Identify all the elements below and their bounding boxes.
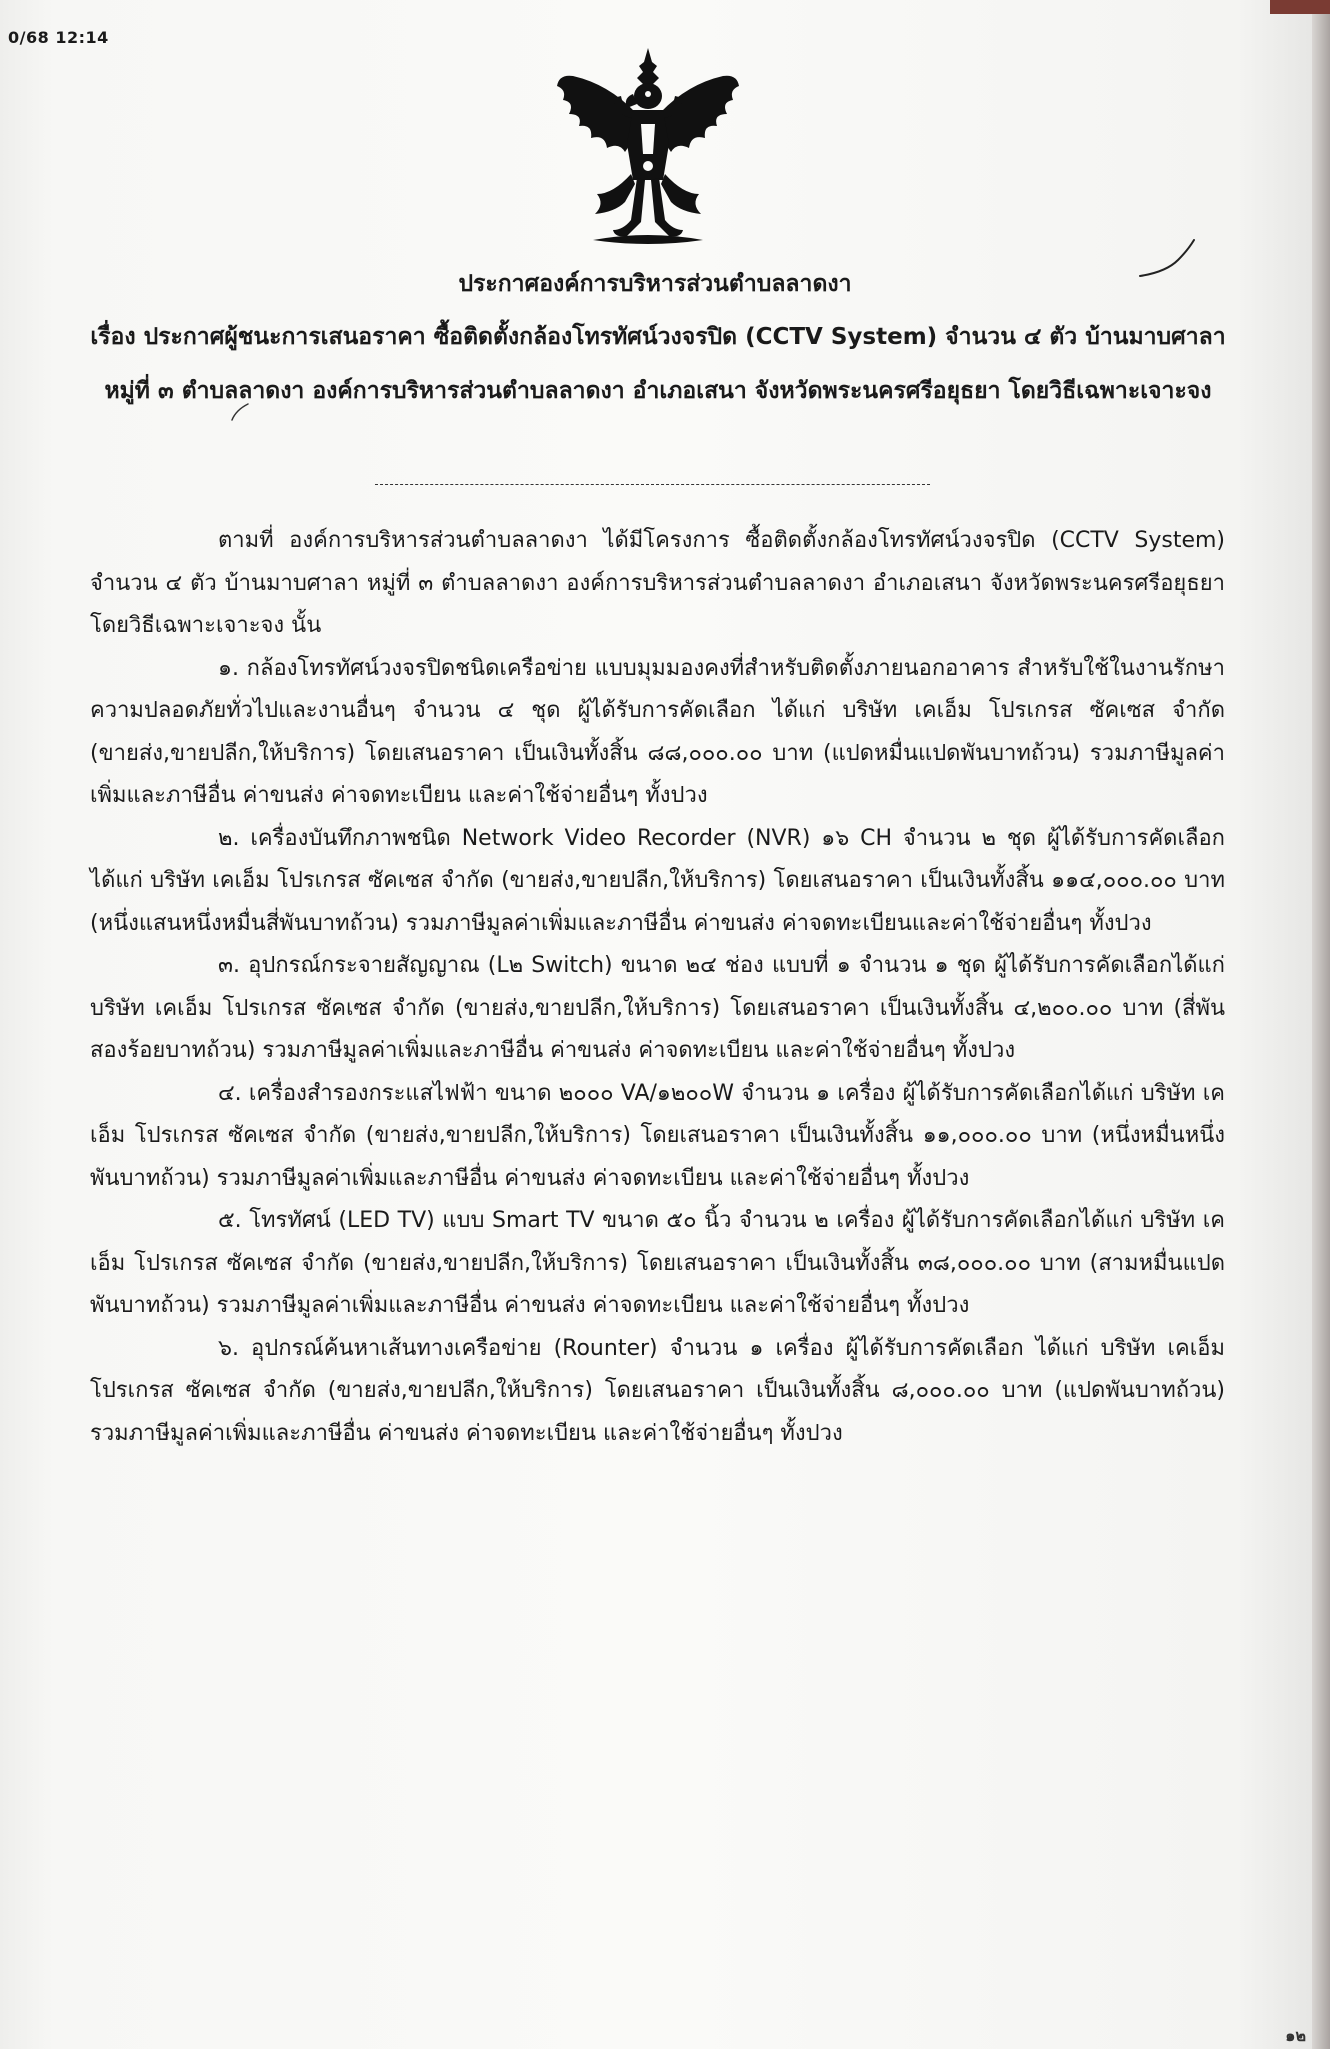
page-edge-shadow (1312, 0, 1330, 2049)
award-item-6: ๖. อุปกรณ์ค้นหาเส้นทางเครือข่าย (Rounter) จำนวน ๑ เครื่อง ผู้ได้รับการคัดเลือก ได้แก่ บริษัท เคเอ็มโปรเกรส ซัคเซส จำกัด (ขายส่ง,ขายปลีก,ให้บริการ) โดยเสนอราคา เป็นเงินทั้งสิ้น ๘,๐๐๐.๐๐ บาท (แปดพันบาทถ้วน) รวมภาษีมูลค่าเพิ่มและภาษีอื่น ค่าขนส่ง ค่าจดทะเบียน และค่าใช้จ่ายอื่นๆ ทั้งปวง (90, 1335, 1225, 1446)
page-edge-tint (1270, 0, 1330, 14)
intro-paragraph: ตามที่ องค์การบริหารส่วนตำบลลาดงา ได้มีโครงการ ซื้อติดตั้งกล้องโทรทัศน์วงจรปิด (CCTV System) จำนวน ๔ ตัว บ้านมาบศาลา หมู่ที่ ๓ ตำบลลาดงา องค์การบริหารส่วนตำบลลาดงา อำเภอเสนา จังหวัดพระนครศรีอยุธยา โดยวิธีเฉพาะเจาะจง นั้น (90, 528, 1225, 638)
announcement-body (90, 520, 1225, 1455)
announcement-subject: เรื่อง ประกาศผู้ชนะการเสนอราคา ซื้อติดตั้งกล้องโทรทัศน์วงจรปิด (CCTV System) จำนวน ๔ ตัว บ้านมาบศาลา หมู่ที่ ๓ ตำบลลาดงา องค์การบริหารส่วนตำบลลาดงา อำเภอเสนา จังหวัดพระนครศรีอยุธยา โดยวิธีเฉพาะเจาะจง (90, 324, 1226, 404)
print-timestamp: 0/68 12:14 (8, 28, 109, 47)
award-item-4: ๔. เครื่องสำรองกระแสไฟฟ้า ขนาด ๒๐๐๐ VA/๑๒๐๐W จำนวน ๑ เครื่อง ผู้ได้รับการคัดเลือกได้แก่ บริษัท เคเอ็ม โปรเกรส ซัคเซส จำกัด (ขายส่ง,ขายปลีก,ให้บริการ) โดยเสนอราคา เป็นเงินทั้งสิ้น ๑๑,๐๐๐.๐๐ บาท (หนึ่งหมื่นหนึ่งพันบาทถ้วน) รวมภาษีมูลค่าเพิ่มและภาษีอื่น ค่าขนส่ง ค่าจดทะเบียน และค่าใช้จ่ายอื่นๆ ทั้งปวง (90, 1080, 1225, 1191)
award-item-2: ๒. เครื่องบันทึกภาพชนิด Network Video Recorder (NVR) ๑๖ CH จำนวน ๒ ชุด ผู้ได้รับการคัดเลือกได้แก่ บริษัท เคเอ็ม โปรเกรส ซัคเซส จำกัด (ขายส่ง,ขายปลีก,ให้บริการ) โดยเสนอราคา เป็นเงินทั้งสิ้น ๑๑๔,๐๐๐.๐๐ บาท (หนึ่งแสนหนึ่งหมื่นสี่พันบาทถ้วน) รวมภาษีมูลค่าเพิ่มและภาษีอื่น ค่าขนส่ง ค่าจดทะเบียนและค่าใช้จ่ายอื่นๆ ทั้งปวง (90, 825, 1225, 936)
page-number: ๑๒ (1285, 2026, 1306, 2045)
dashed-divider (375, 484, 930, 485)
award-item-3: ๓. อุปกรณ์กระจายสัญญาณ (L๒ Switch) ขนาด ๒๔ ช่อง แบบที่ ๑ จำนวน ๑ ชุด ผู้ได้รับการคัดเลือกได้แก่ บริษัท เคเอ็ม โปรเกรส ซัคเซส จำกัด (ขายส่ง,ขายปลีก,ให้บริการ) โดยเสนอราคา เป็นเงินทั้งสิ้น ๔,๒๐๐.๐๐ บาท (สี่พันสองร้อยบาทถ้วน) รวมภาษีมูลค่าเพิ่มและภาษีอื่น ค่าขนส่ง ค่าจดทะเบียน และค่าใช้จ่ายอื่นๆ ทั้งปวง (90, 953, 1225, 1063)
award-item-1: ๑. กล้องโทรทัศน์วงจรปิดชนิดเครือข่าย แบบมุมมองคงที่สำหรับติดตั้งภายนอกอาคาร สำหรับใช้ในงานรักษาความปลอดภัยทั่วไปและงานอื่นๆ จำนวน ๔ ชุด ผู้ได้รับการคัดเลือก ได้แก่ บริษัท เคเอ็ม โปรเกรส ซัคเซส จำกัด (ขายส่ง,ขายปลีก,ให้บริการ) โดยเสนอราคา เป็นเงินทั้งสิ้น ๘๘,๐๐๐.๐๐ บาท (แปดหมื่นแปดพันบาทถ้วน) รวมภาษีมูลค่าเพิ่มและภาษีอื่น ค่าขนส่ง ค่าจดทะเบียน และค่าใช้จ่ายอื่นๆ ทั้งปวง (90, 655, 1225, 808)
award-item-5: ๕. โทรทัศน์ (LED TV) แบบ Smart TV ขนาด ๕๐ นิ้ว จำนวน ๒ เครื่อง ผู้ได้รับการคัดเลือกได้แก่ บริษัท เคเอ็ม โปรเกรส ซัคเซส จำกัด (ขายส่ง,ขายปลีก,ให้บริการ) โดยเสนอราคา เป็นเงินทั้งสิ้น ๓๘,๐๐๐.๐๐ บาท (สามหมื่นแปดพันบาทถ้วน) รวมภาษีมูลค่าเพิ่มและภาษีอื่น ค่าขนส่ง ค่าจดทะเบียน และค่าใช้จ่ายอื่นๆ ทั้งปวง (90, 1208, 1225, 1318)
announcement-title: ประกาศองค์การบริหารส่วนตำบลลาดงา (458, 271, 852, 297)
garuda-emblem-icon (553, 44, 743, 254)
